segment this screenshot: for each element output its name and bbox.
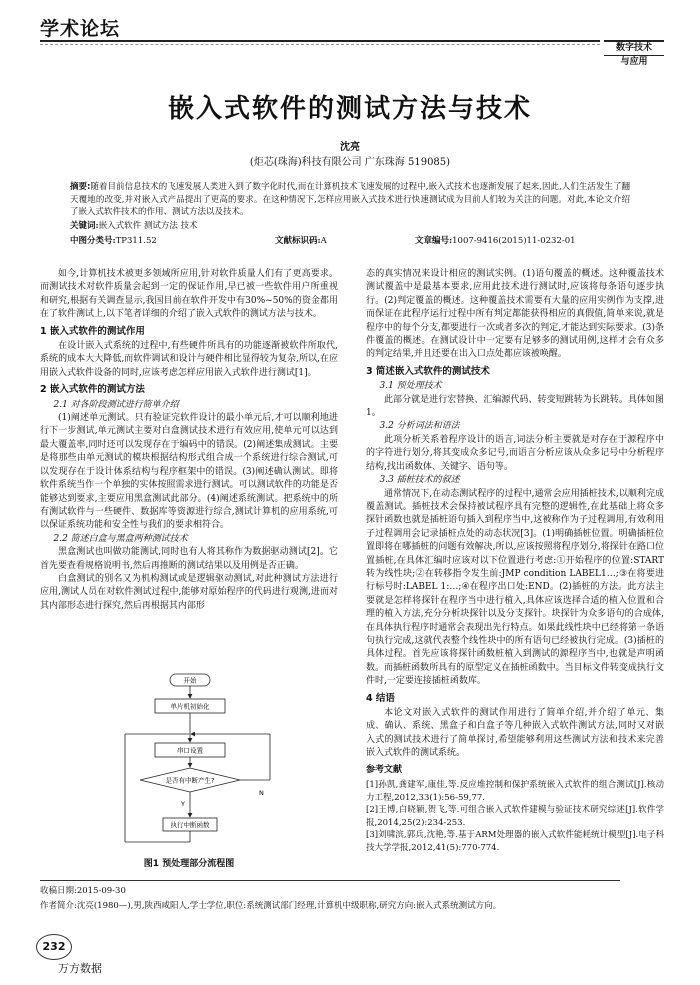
subsection-2-2-text-1: 黑盒测试也叫做功能测试,同时也有人将其称作为数据驱动测试[2]。它首先要查看规格说明书,然后再推断的测试结果以及用例是否正确。	[40, 547, 338, 571]
right-column	[366, 268, 664, 854]
flowchart-figure	[105, 672, 295, 852]
flow-no-label: N	[259, 789, 264, 797]
keywords-label: 关键词:	[70, 221, 99, 231]
continued-paragraph: 态的真实情况来设计相应的测试实例。(1)语句覆盖的概述。这种覆盖技术测试覆盖中是最基本要求,应用此技术进行测试时,应该将每条语句逐步执行。(2)判定覆盖的概述。这种覆盖技术需要有大量的应用实例作为支撑,进而保证在此程序运行过程中所有判定都能获得相应的真假值,简单来说,就是程序中的每个分支,都要进行一次或者多次的判定,才能达到实际要求。(3)条件覆盖的概述。在测试设计中一定要有足够多的测试用例,这样才会有众多的判定结果,并且还要在出入口点处都应该被唤醒。	[366, 269, 664, 360]
flow-exec-label: 执行中断函数	[170, 821, 210, 829]
keywords-text: 嵌入式软件 测试方法 技术	[98, 221, 198, 231]
figure-caption: 图1 预处理部分流程图	[143, 859, 235, 869]
flow-init-label: 单片机初始化	[170, 702, 210, 711]
subsection-3-2-heading: 3.2 分析词法和语法	[379, 421, 460, 432]
article-affiliation: (炬芯(珠海)科技有限公司 广东珠海 519085)	[249, 157, 451, 168]
header-rule	[40, 40, 600, 42]
intro-paragraph: 如今,计算机技术被更多领域所应用,针对软件质量人们有了更高要求。而测试技术对软件质量会起到一定的保证作用,早已被一些软件用户所重视和研究,根据有关调查显示,我国目前在软件开发中有30%~50%的资金都用在了软件测试上,以下笔者详细的介绍了嵌入式软件的测试方法与技术。	[40, 269, 338, 320]
section-title: 学术论坛	[40, 18, 121, 40]
reference-item: [2]王博,白晓颖,贺飞,等.可组合嵌入式软件建模与验证技术研究综述[J].软件学报,2014,25(2):234-253.	[366, 805, 664, 828]
footer-rule	[40, 880, 620, 881]
article-meta	[70, 234, 630, 246]
flow-start-label: 开始	[183, 676, 197, 685]
abstract	[70, 181, 630, 219]
subsection-3-1-heading: 3.1 预处理技术	[379, 381, 442, 392]
article-author: 沈亮	[340, 142, 360, 153]
subsection-3-2-text: 此项分析关系着程序设计的语言,词法分析主要就是对存在于源程序中的字符进行划分,将其变成众多记号,而语言分析应该从众多记号中分析程序结构,找出函数体、关键字、语句等。	[366, 434, 664, 472]
section-1-heading: 1 嵌入式软件的测试作用	[40, 325, 145, 337]
source-watermark: 万方数据	[58, 962, 102, 975]
subsection-2-1-text: (1)阐述单元测试。只有验证完软件设计的最小单元后,才可以顺利地进行下一步测试,单元测试主要对白盒测试技术进行有效应用,使单元可以达到最大覆盖率,同时还可以发现存在于编码中的错误。(2)阐述集成测试。主要是将那些由单元测试的模块根据结构形式组合成一个系统进行综合测试,可以发现存在于设计体系结构与程序框架中的错误。(3)阐述确认测试。即将软件系统当作一个单独的实体按照需求进行测试。可以测试软件的功能是否能够达到要求,主要应用黑盒测试此部分。(4)阐述系统测试。把系统中的所有测试软件与一些硬件、数据库等资源进行综合,测试计算机的应用系统,可以保证系统功能和安全性与我们的要求相符合。	[40, 413, 338, 531]
subsection-3-1-text: 此部分就是进行宏替换、汇编源代码、转变短跳转为长跳转。具体如图1。	[366, 394, 664, 419]
journal-badge	[604, 42, 664, 69]
article-no-label: 文章编号:	[415, 236, 453, 246]
reference-item: [3]刘啸滨,郭兵,沈艳,等.基于ARM处理器的嵌入式软件能耗统计模型[J].电子科技大学学报,2012,41(5):770-774.	[366, 830, 664, 853]
section-3-heading: 3 简述嵌入式软件的测试技术	[366, 365, 490, 377]
header-rule-dashed	[40, 44, 600, 45]
flow-yes-label: Y	[181, 800, 185, 808]
doc-code-value: A	[320, 236, 327, 246]
section-2-heading: 2 嵌入式软件的测试方法	[40, 384, 145, 396]
article-title: 嵌入式软件的测试方法与技术	[167, 94, 532, 124]
received-date: 收稿日期:2015-09-30	[40, 886, 126, 896]
badge-line-2: 与应用	[620, 57, 648, 67]
clc-value: TP311.52	[115, 236, 157, 246]
article-no-value: 1007-9416(2015)11-0232-01	[452, 236, 576, 246]
reference-item: [1]孙凯,龚建军,康佳,等.反应堆控制和保护系统嵌入式软件的组合测试[J].核动力工程,2012,33(1):56-59,77.	[366, 780, 664, 803]
badge-line-1: 数字技术	[604, 42, 664, 56]
flow-serial-label: 串口设置	[177, 746, 203, 755]
subsection-2-2-text-2: 白盒测试的别名又为机构测试或是逻辑驱动测试,对此种测试方法进行应用,测试人员在对软件测试过程中,能够对原始程序的代码进行观测,进而对其内部形态进行探究,然后再根据其内部形	[40, 573, 338, 611]
subsection-3-3-text: 通常情况下,在动态测试程序的过程中,通常会应用插桩技术,以顺利完成覆盖测试。插桩技术会保持被试程序具有完整的逻辑性,在此基础上将众多探针函数也就是插桩语句插入到程序当中,这被称作为子过程调用,有效利用子过程调用会记录插桩点处的动态状况[3]。(1)明确插桩位置。明确插桩位置即将在哪插桩的问题有效解决,所以,应该按照将程序划分,将探针在路口位置插桩,在具体汇编时应该对以下位置进行考虑:①开始程序的位置:START转为线性块;②在转移指令发生前:JMP condition LABEL1…;③在将要进行标号时:LABEL 1:…;④在程序出口处:END。(2)插桩的方法。此方法主要就是怎样将探针在程序当中进行植入,具体应该选择合适的植入位置和合理的植入方法,充分分析块探针以及分支探针。块探针为众多语句的合成体,在具体执行程序时通常会表现出先行特点。如果此线性块中已经将第一条语句执行完成,这就代表整个线性块中的所有语句已经被执行完成。(3)插桩的具体过程。首先应该将探针函数桩植入到测试的源程序当中,也就是声明函数。而插桩函数所具有的原型定义在插桩函数中。当目标文件转变成执行文件时,一定要连接插桩函数库。	[366, 488, 664, 687]
author-bio: 作者简介:沈亮(1980—),男,陕西咸阳人,学士学位,职位:系统测试部门经理,计算机中级职称,研究方向:嵌入式系统测试方向。	[40, 901, 502, 911]
section-1-text: 在设计嵌入式系统的过程中,有些硬件所具有的功能逐渐被软件所取代,系统的成本大大降低,而软件调试和设计与硬件相比显得较为复杂,所以,在应用嵌入式软件设备的同时,应该考虑怎样应用嵌入式软件进行测试[1]。	[40, 341, 338, 378]
left-column	[40, 268, 338, 613]
subsection-2-2-heading: 2.2 简述白盒与黑盒两种测试技术	[53, 533, 188, 544]
subsection-3-3-heading: 3.3 插桩技术的叙述	[379, 475, 460, 486]
section-4-heading: 4 结语	[366, 692, 395, 704]
abstract-label: 摘要:	[70, 182, 91, 192]
clc-label: 中图分类号:	[70, 236, 116, 246]
flow-decision-label: 是否有中断产生?	[165, 776, 215, 785]
abstract-text: 随着目前信息技术的飞速发展人类进入到了数字化时代,而在计算机技术飞速发展的过程中,嵌入式技术也逐渐发展了起来,因此,人们生活发生了翻天覆地的改变,并对嵌入式产品提出了更高的要求。在这种情况下,怎样应用嵌入式技术进行快速测试成为目前人们较为关注的问题。对此,本论文介绍了嵌入式软件技术的作用、测试方法以及技术。	[70, 182, 630, 217]
page-number: 232	[36, 934, 72, 960]
doc-code-label: 文献标识码:	[275, 236, 321, 246]
keywords	[70, 219, 630, 231]
subsection-2-1-heading: 2.1 对各阶段测试进行简单介绍	[53, 399, 179, 410]
section-4-text: 本论文对嵌入式软件的测试作用进行了简单介绍,并介绍了单元、集成、确认、系统、黑盒子和白盒子等几种嵌入式软件测试方法,同时又对嵌入式的测试技术进行了简单探讨,希望能够利用这些测试方法和技术来完善嵌入式软件的测试系统。	[366, 708, 664, 759]
references-heading: 参考文献	[366, 764, 403, 775]
